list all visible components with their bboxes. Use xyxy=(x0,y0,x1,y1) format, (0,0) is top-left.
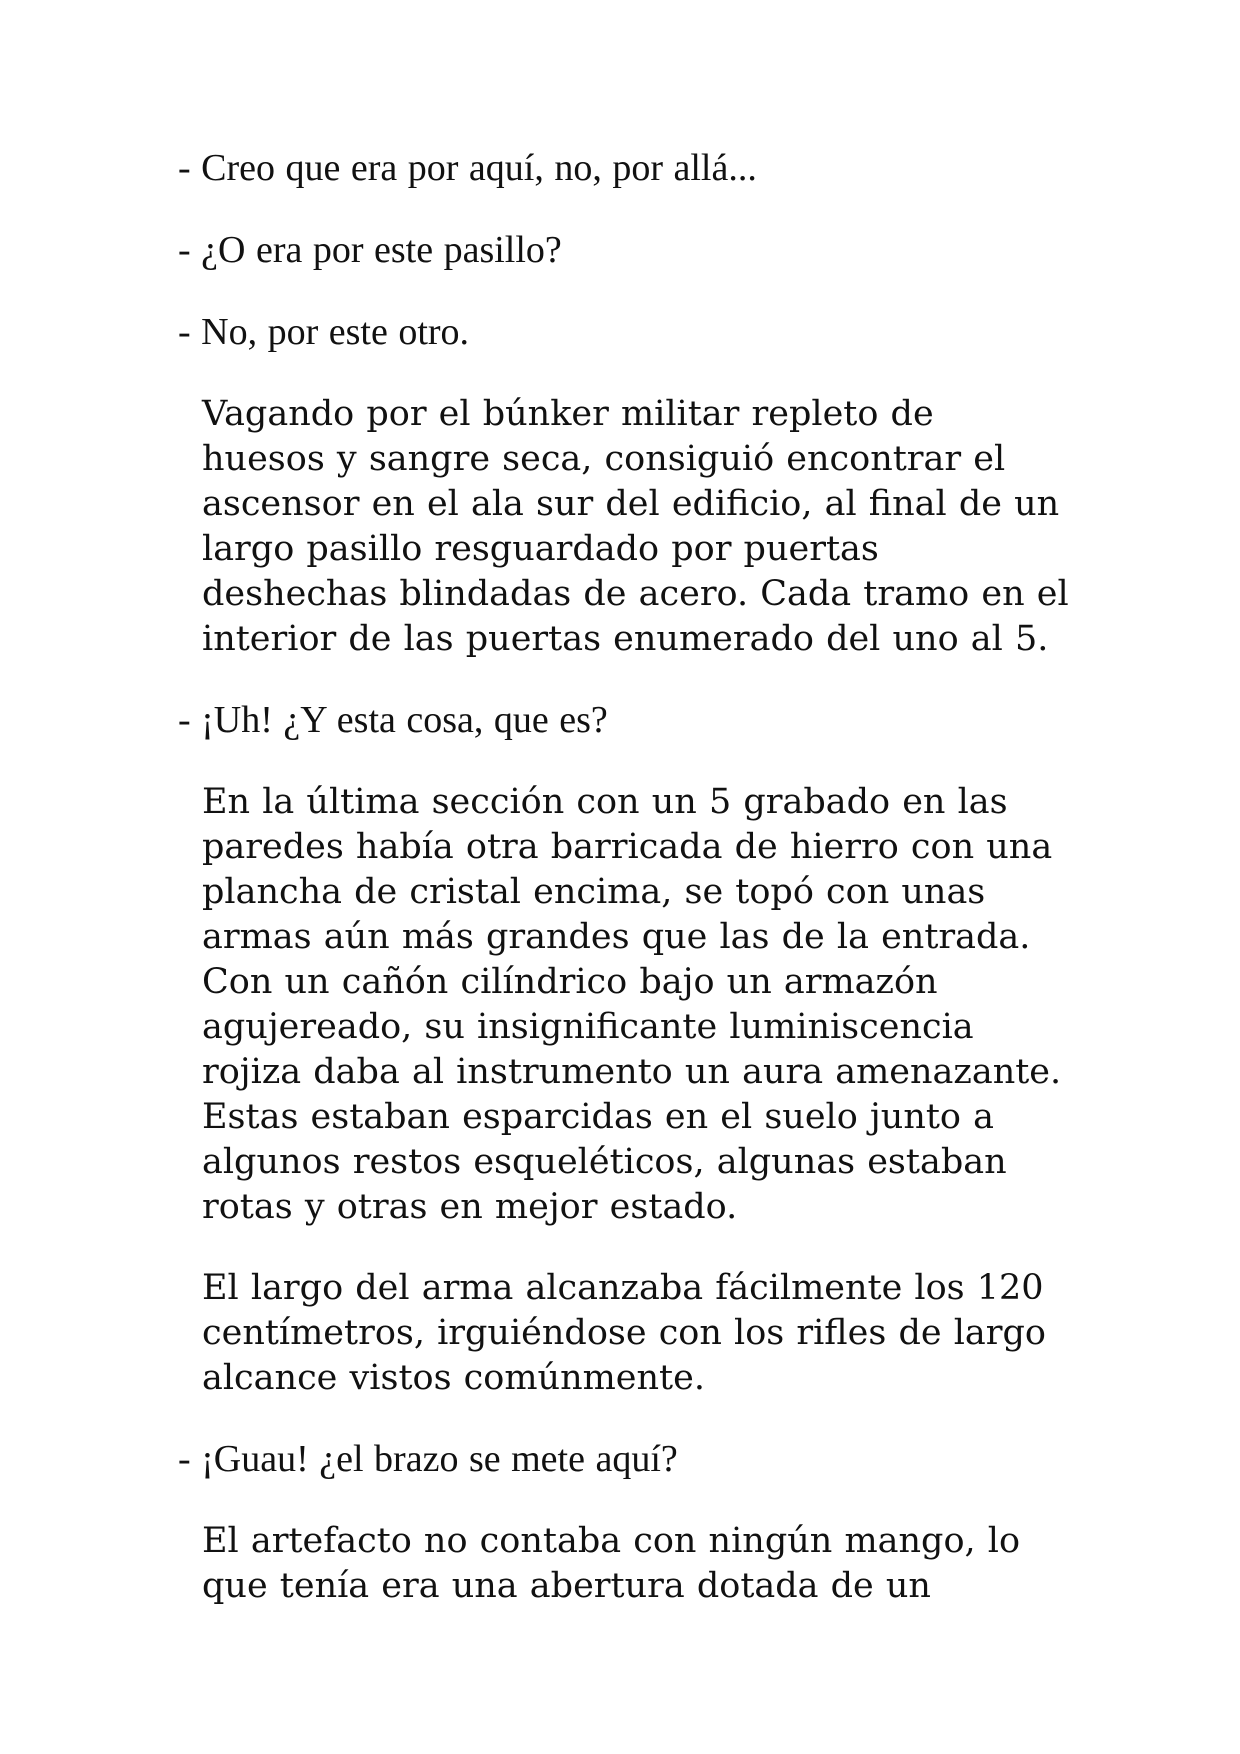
text-line: - ¡Guau! ¿el brazo se mete aquí? xyxy=(178,1438,678,1480)
text-line: - Creo que era por aquí, no, por allá... xyxy=(178,147,757,189)
text-line: huesos y sangre seca, consiguió encontrar el xyxy=(202,439,1006,479)
dialogue-line xyxy=(178,1437,1078,1482)
narration-paragraph xyxy=(178,1266,1078,1401)
text-line: paredes había otra barricada de hierro con una xyxy=(202,827,1053,867)
narration-paragraph xyxy=(178,1519,1078,1609)
text-line: algunos restos esqueléticos, algunas estaban xyxy=(202,1142,1007,1182)
narration-paragraph xyxy=(178,780,1078,1230)
text-line: alcance vistos comúnmente. xyxy=(202,1358,705,1398)
text-line: Estas estaban esparcidas en el suelo junto a xyxy=(202,1097,994,1137)
text-line: ascensor en el ala sur del edificio, al final de un xyxy=(202,484,1060,524)
text-line: interior de las puertas enumerado del uno al 5. xyxy=(202,619,1049,659)
text-line: armas aún más grandes que las de la entrada. xyxy=(202,917,1031,957)
text-line: Vagando por el búnker militar repleto de xyxy=(202,394,934,434)
document-page xyxy=(178,146,1078,1645)
text-line: - ¿O era por este pasillo? xyxy=(178,229,562,271)
dialogue-line xyxy=(178,228,1078,273)
text-line: El artefacto no contaba con ningún mango, lo xyxy=(202,1521,1021,1561)
text-line: plancha de cristal encima, se topó con unas xyxy=(202,872,986,912)
text-line: deshechas blindadas de acero. Cada tramo en el xyxy=(202,574,1069,614)
dialogue-line xyxy=(178,146,1078,191)
text-line: que tenía era una abertura dotada de un xyxy=(202,1566,931,1606)
text-line: rotas y otras en mejor estado. xyxy=(202,1187,738,1227)
text-line: - ¡Uh! ¿Y esta cosa, que es? xyxy=(178,699,608,741)
text-line: El largo del arma alcanzaba fácilmente los 120 xyxy=(202,1268,1044,1308)
text-line: centímetros, irguiéndose con los rifles de largo xyxy=(202,1313,1046,1353)
narration-paragraph xyxy=(178,392,1078,662)
text-line: agujereado, su insignificante luminiscencia xyxy=(202,1007,974,1047)
dialogue-line xyxy=(178,698,1078,743)
text-body xyxy=(178,146,1078,1609)
text-line: largo pasillo resguardado por puertas xyxy=(202,529,879,569)
text-line: - No, por este otro. xyxy=(178,311,470,353)
dialogue-line xyxy=(178,310,1078,355)
text-line: rojiza daba al instrumento un aura amenazante. xyxy=(202,1052,1062,1092)
text-line: En la última sección con un 5 grabado en las xyxy=(202,782,1008,822)
text-line: Con un cañón cilíndrico bajo un armazón xyxy=(202,962,938,1002)
